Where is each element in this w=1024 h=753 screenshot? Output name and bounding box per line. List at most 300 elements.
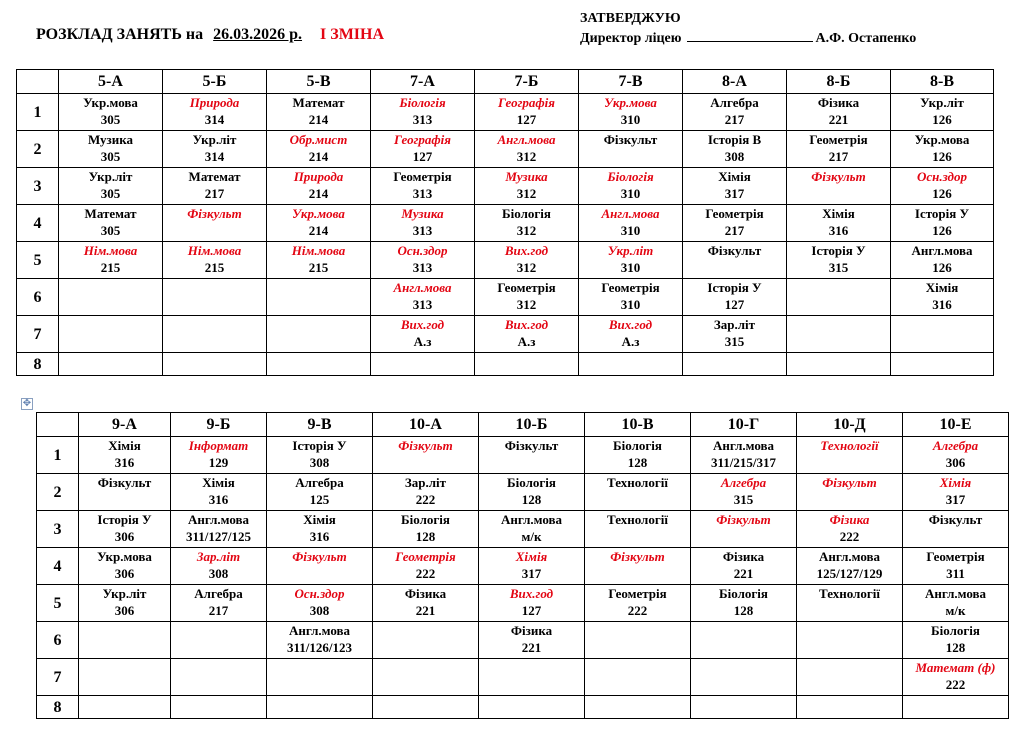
schedule-cell[interactable] bbox=[579, 94, 683, 131]
director-label: Директор ліцею bbox=[580, 31, 682, 46]
schedule-cell[interactable] bbox=[371, 242, 475, 279]
room-number: 126 bbox=[932, 260, 952, 275]
room-number: 312 bbox=[516, 149, 537, 164]
subject-name: Вих.год bbox=[504, 317, 549, 332]
room-number: 311/126/123 bbox=[286, 640, 352, 655]
schedule-cell[interactable] bbox=[475, 131, 579, 168]
schedule-cell[interactable] bbox=[891, 168, 994, 205]
room-number: 311/215/317 bbox=[710, 455, 776, 470]
schedule-cell[interactable] bbox=[479, 585, 585, 622]
schedule-cell[interactable] bbox=[59, 353, 163, 376]
lesson-row bbox=[17, 131, 994, 168]
room-number: м/к bbox=[521, 529, 542, 544]
subject-name: Математ bbox=[84, 206, 137, 221]
lesson-row bbox=[37, 659, 1009, 696]
schedule-cell[interactable] bbox=[475, 279, 579, 316]
subject-name: Біологія bbox=[502, 206, 551, 221]
room-number: 214 bbox=[308, 223, 329, 238]
schedule-cell[interactable] bbox=[79, 437, 171, 474]
schedule-cell[interactable] bbox=[59, 205, 163, 242]
subject-name: Англ.мова bbox=[818, 549, 881, 564]
schedule-cell[interactable] bbox=[171, 474, 267, 511]
subject-name: Укр.мова bbox=[97, 549, 152, 564]
schedule-cell[interactable] bbox=[479, 474, 585, 511]
room-number: 315 bbox=[733, 492, 754, 507]
schedule-table-1 bbox=[16, 69, 994, 376]
subject-name: Біологія bbox=[607, 169, 654, 184]
schedule-cell[interactable] bbox=[267, 316, 371, 353]
subject-name: Нім.мова bbox=[187, 243, 242, 258]
subject-name: Нім.мова bbox=[83, 243, 138, 258]
subject-name: Осн.здор bbox=[294, 586, 345, 601]
schedule-cell[interactable] bbox=[479, 548, 585, 585]
subject-name: Англ.мова bbox=[288, 623, 351, 638]
schedule-cell[interactable] bbox=[171, 585, 267, 622]
schedule-cell[interactable] bbox=[373, 585, 479, 622]
subject-name: Історія У bbox=[914, 206, 970, 221]
schedule-cell[interactable] bbox=[267, 94, 371, 131]
subject-name: Біологія bbox=[719, 586, 768, 601]
director-line bbox=[580, 29, 916, 49]
header-row bbox=[17, 70, 994, 94]
schedule-cell[interactable] bbox=[373, 659, 479, 696]
room-number: 217 bbox=[724, 112, 745, 127]
room-number: 127 bbox=[516, 112, 537, 127]
class-header: 10-Г bbox=[691, 413, 797, 437]
subject-name: Хімія bbox=[515, 549, 548, 564]
schedule-cell[interactable] bbox=[267, 474, 373, 511]
schedule-cell[interactable] bbox=[479, 659, 585, 696]
room-number: 313 bbox=[412, 186, 433, 201]
schedule-cell[interactable] bbox=[163, 205, 267, 242]
lesson-row bbox=[37, 511, 1009, 548]
schedule-cell[interactable] bbox=[59, 242, 163, 279]
room-number: А.з bbox=[621, 334, 640, 349]
lesson-number: 2 bbox=[17, 131, 59, 168]
schedule-cell[interactable] bbox=[787, 131, 891, 168]
schedule-cell[interactable] bbox=[585, 548, 691, 585]
class-header: 5-Б bbox=[163, 70, 267, 94]
schedule-cell[interactable] bbox=[267, 437, 373, 474]
lesson-row bbox=[17, 242, 994, 279]
lesson-number: 5 bbox=[37, 585, 79, 622]
schedule-cell[interactable] bbox=[373, 511, 479, 548]
schedule-cell[interactable] bbox=[479, 622, 585, 659]
room-number: 305 bbox=[100, 223, 121, 238]
schedule-cell[interactable] bbox=[797, 622, 903, 659]
schedule-cell[interactable] bbox=[691, 622, 797, 659]
lesson-number: 7 bbox=[17, 316, 59, 353]
subject-name: Фізкульт bbox=[610, 549, 665, 564]
schedule-cell[interactable] bbox=[691, 659, 797, 696]
room-number: 222 bbox=[415, 492, 436, 507]
schedule-cell[interactable] bbox=[79, 585, 171, 622]
lesson-row bbox=[37, 622, 1009, 659]
schedule-cell[interactable] bbox=[267, 353, 371, 376]
subject-name: Укр.літ bbox=[607, 243, 654, 258]
room-number: 306 bbox=[945, 455, 966, 470]
schedule-cell[interactable] bbox=[683, 131, 787, 168]
subject-name: Фізика bbox=[817, 95, 860, 110]
room-number: 306 bbox=[114, 603, 135, 618]
schedule-cell[interactable] bbox=[787, 168, 891, 205]
schedule-cell[interactable] bbox=[267, 622, 373, 659]
room-number: 128 bbox=[521, 492, 542, 507]
room-number: 215 bbox=[100, 260, 121, 275]
schedule-cell[interactable] bbox=[579, 316, 683, 353]
schedule-cell[interactable] bbox=[163, 242, 267, 279]
room-number: 128 bbox=[627, 455, 648, 470]
subject-name: Укр.літ bbox=[102, 586, 147, 601]
schedule-cell[interactable] bbox=[683, 242, 787, 279]
subject-name: Укр.літ bbox=[192, 132, 237, 147]
schedule-cell[interactable] bbox=[79, 548, 171, 585]
schedule-cell[interactable] bbox=[371, 279, 475, 316]
room-number: 221 bbox=[733, 566, 754, 581]
lesson-number: 4 bbox=[17, 205, 59, 242]
schedule-cell[interactable] bbox=[267, 131, 371, 168]
schedule-cell[interactable] bbox=[683, 353, 787, 376]
schedule-cell[interactable] bbox=[691, 437, 797, 474]
schedule-cell[interactable] bbox=[267, 242, 371, 279]
subject-name: Природа bbox=[293, 169, 344, 184]
room-number: 313 bbox=[412, 112, 433, 127]
schedule-cell[interactable] bbox=[903, 548, 1009, 585]
subject-name: Англ.мова bbox=[497, 132, 556, 147]
lesson-row bbox=[37, 474, 1009, 511]
subject-name: Англ.мова bbox=[393, 280, 452, 295]
schedule-cell[interactable] bbox=[59, 131, 163, 168]
subject-name: Музика bbox=[401, 206, 444, 221]
schedule-cell[interactable] bbox=[683, 279, 787, 316]
class-header: 10-А bbox=[373, 413, 479, 437]
lesson-number: 4 bbox=[37, 548, 79, 585]
schedule-cell[interactable] bbox=[79, 696, 171, 719]
room-number: 314 bbox=[204, 149, 225, 164]
subject-name: Вих.год bbox=[400, 317, 445, 332]
schedule-cell[interactable] bbox=[171, 437, 267, 474]
schedule-cell[interactable] bbox=[371, 205, 475, 242]
schedule-cell[interactable] bbox=[891, 353, 994, 376]
subject-name: Фізкульт bbox=[398, 438, 453, 453]
corner-cell bbox=[17, 70, 59, 94]
room-number: 305 bbox=[100, 149, 121, 164]
schedule-cell[interactable] bbox=[585, 659, 691, 696]
lesson-row bbox=[37, 548, 1009, 585]
schedule-cell[interactable] bbox=[267, 511, 373, 548]
schedule-cell[interactable] bbox=[891, 131, 994, 168]
room-number: 128 bbox=[733, 603, 754, 618]
corner-cell bbox=[37, 413, 79, 437]
schedule-cell[interactable] bbox=[371, 131, 475, 168]
room-number: 312 bbox=[516, 223, 537, 238]
schedule-cell[interactable] bbox=[903, 511, 1009, 548]
room-number: 126 bbox=[932, 186, 952, 201]
schedule-cell[interactable] bbox=[683, 168, 787, 205]
schedule-cell[interactable] bbox=[903, 437, 1009, 474]
schedule-cell[interactable] bbox=[579, 205, 683, 242]
subject-name: Фізкульт bbox=[292, 549, 347, 564]
subject-name: Зар.літ bbox=[196, 549, 241, 564]
schedule-cell[interactable] bbox=[371, 168, 475, 205]
schedule-cell[interactable] bbox=[787, 279, 891, 316]
subject-name: Фізика bbox=[829, 512, 870, 527]
schedule-cell[interactable] bbox=[691, 696, 797, 719]
schedule-cell[interactable] bbox=[373, 622, 479, 659]
room-number: 310 bbox=[620, 223, 641, 238]
schedule-cell[interactable] bbox=[479, 696, 585, 719]
schedule-cell[interactable] bbox=[479, 437, 585, 474]
room-number: 317 bbox=[724, 186, 745, 201]
schedule-cell[interactable] bbox=[267, 696, 373, 719]
subject-name: Фізика bbox=[510, 623, 553, 638]
signature-line bbox=[687, 29, 813, 42]
schedule-cell[interactable] bbox=[475, 353, 579, 376]
subject-name: Математ (ф) bbox=[915, 660, 996, 675]
schedule-cell[interactable] bbox=[903, 585, 1009, 622]
schedule-cell[interactable] bbox=[79, 622, 171, 659]
subject-name: Укр.мова bbox=[83, 95, 138, 110]
schedule-cell[interactable] bbox=[373, 437, 479, 474]
schedule-cell[interactable] bbox=[891, 316, 994, 353]
schedule-cell[interactable] bbox=[163, 94, 267, 131]
room-number: 217 bbox=[204, 186, 225, 201]
schedule-cell[interactable] bbox=[787, 242, 891, 279]
schedule-cell[interactable] bbox=[585, 696, 691, 719]
subject-name: Хімія bbox=[202, 475, 235, 490]
subject-name: Фізкульт bbox=[707, 243, 762, 258]
schedule-cell[interactable] bbox=[267, 205, 371, 242]
table-move-handle-icon[interactable]: ✥ bbox=[22, 398, 32, 409]
subject-name: Фізкульт bbox=[928, 512, 983, 527]
schedule-cell[interactable] bbox=[475, 94, 579, 131]
subject-name: Геометрія bbox=[497, 280, 556, 295]
schedule-cell[interactable] bbox=[787, 205, 891, 242]
subject-name: Осн.здор bbox=[917, 169, 967, 184]
schedule-cell[interactable] bbox=[579, 279, 683, 316]
schedule-cell[interactable] bbox=[479, 511, 585, 548]
subject-name: Фізкульт bbox=[187, 206, 242, 221]
subject-name: Вих.год bbox=[608, 317, 653, 332]
subject-name: Англ.мова bbox=[187, 512, 250, 527]
schedule-cell[interactable] bbox=[903, 474, 1009, 511]
lesson-number: 8 bbox=[17, 353, 59, 376]
subject-name: Укр.мова bbox=[604, 95, 657, 110]
schedule-cell[interactable] bbox=[475, 168, 579, 205]
subject-name: Алгебра bbox=[194, 586, 243, 601]
schedule-cell[interactable] bbox=[579, 131, 683, 168]
lesson-number: 7 bbox=[37, 659, 79, 696]
schedule-cell[interactable] bbox=[691, 585, 797, 622]
class-header: 10-Д bbox=[797, 413, 903, 437]
schedule-cell[interactable] bbox=[171, 511, 267, 548]
schedule-cell[interactable] bbox=[797, 548, 903, 585]
schedule-cell[interactable] bbox=[683, 316, 787, 353]
room-number: м/к bbox=[945, 603, 966, 618]
class-header: 7-Б bbox=[475, 70, 579, 94]
schedule-cell[interactable] bbox=[59, 279, 163, 316]
room-number: 306 bbox=[114, 566, 135, 581]
schedule-cell[interactable] bbox=[371, 94, 475, 131]
schedule-cell[interactable] bbox=[797, 511, 903, 548]
schedule-cell[interactable] bbox=[891, 205, 994, 242]
subject-name: Зар.літ bbox=[713, 317, 756, 332]
schedule-cell[interactable] bbox=[163, 131, 267, 168]
lesson-number: 8 bbox=[37, 696, 79, 719]
schedule-cell[interactable] bbox=[475, 242, 579, 279]
schedule-cell[interactable] bbox=[691, 474, 797, 511]
subject-name: Біологія bbox=[399, 95, 446, 110]
schedule-cell[interactable] bbox=[585, 585, 691, 622]
subject-name: Природа bbox=[189, 95, 240, 110]
room-number: А.з bbox=[413, 334, 432, 349]
schedule-cell[interactable] bbox=[797, 474, 903, 511]
shift-label: І ЗМІНА bbox=[320, 26, 385, 43]
subject-name: Укр.літ bbox=[920, 95, 964, 110]
room-number: 129 bbox=[208, 455, 229, 470]
schedule-cell[interactable] bbox=[787, 316, 891, 353]
schedule-cell[interactable] bbox=[797, 585, 903, 622]
schedule-cell[interactable] bbox=[579, 353, 683, 376]
schedule-cell[interactable] bbox=[171, 622, 267, 659]
schedule-cell[interactable] bbox=[59, 168, 163, 205]
schedule-cell[interactable] bbox=[903, 659, 1009, 696]
schedule-cell[interactable] bbox=[797, 696, 903, 719]
room-number: 316 bbox=[828, 223, 849, 238]
room-number: 308 bbox=[724, 149, 745, 164]
schedule-cell[interactable] bbox=[371, 353, 475, 376]
lesson-number: 6 bbox=[37, 622, 79, 659]
schedule-cell[interactable] bbox=[79, 511, 171, 548]
lesson-number: 3 bbox=[37, 511, 79, 548]
approve-title: ЗАТВЕРДЖУЮ bbox=[580, 11, 681, 26]
schedule-cell[interactable] bbox=[585, 511, 691, 548]
schedule-cell[interactable] bbox=[579, 242, 683, 279]
schedule-cell[interactable] bbox=[371, 316, 475, 353]
schedule-cell[interactable] bbox=[373, 696, 479, 719]
room-number: 316 bbox=[309, 529, 330, 544]
subject-name: Історія В bbox=[707, 132, 762, 147]
room-number: 128 bbox=[415, 529, 436, 544]
subject-name: Історія У bbox=[292, 438, 347, 453]
subject-name: Геометрія bbox=[601, 280, 660, 295]
lesson-number: 1 bbox=[37, 437, 79, 474]
schedule-cell[interactable] bbox=[171, 696, 267, 719]
schedule-cell[interactable] bbox=[267, 585, 373, 622]
schedule-cell[interactable] bbox=[903, 696, 1009, 719]
lesson-row bbox=[17, 168, 994, 205]
room-number: 217 bbox=[724, 223, 745, 238]
schedule-cell[interactable] bbox=[891, 94, 994, 131]
subject-name: Математ bbox=[188, 169, 241, 184]
schedule-cell[interactable] bbox=[579, 168, 683, 205]
schedule-cell[interactable] bbox=[787, 353, 891, 376]
subject-name: Геометрія bbox=[393, 169, 452, 184]
class-header: 9-В bbox=[267, 413, 373, 437]
schedule-cell[interactable] bbox=[79, 474, 171, 511]
room-number: 315 bbox=[724, 334, 745, 349]
schedule-cell[interactable] bbox=[585, 622, 691, 659]
schedule-cell[interactable] bbox=[683, 94, 787, 131]
schedule-cell[interactable] bbox=[683, 205, 787, 242]
schedule-cell[interactable] bbox=[585, 474, 691, 511]
subject-name: Хімія bbox=[718, 169, 751, 184]
room-number: 312 bbox=[516, 186, 537, 201]
class-header: 8-В bbox=[891, 70, 994, 94]
schedule-cell[interactable] bbox=[59, 316, 163, 353]
schedule-cell[interactable] bbox=[163, 279, 267, 316]
schedule-cell[interactable] bbox=[267, 168, 371, 205]
schedule-cell[interactable] bbox=[691, 511, 797, 548]
room-number: 316 bbox=[208, 492, 229, 507]
schedule-cell[interactable] bbox=[585, 437, 691, 474]
subject-name: Хімія bbox=[303, 512, 336, 527]
subject-name: Фізкульт bbox=[504, 438, 559, 453]
schedule-cell[interactable] bbox=[787, 94, 891, 131]
room-number: 312 bbox=[516, 260, 537, 275]
class-header: 9-А bbox=[79, 413, 171, 437]
schedule-cell[interactable] bbox=[79, 659, 171, 696]
schedule-cell[interactable] bbox=[171, 659, 267, 696]
schedule-cell[interactable] bbox=[163, 353, 267, 376]
lesson-number: 3 bbox=[17, 168, 59, 205]
subject-name: Біологія bbox=[401, 512, 450, 527]
room-number: 308 bbox=[309, 603, 330, 618]
subject-name: Технології bbox=[607, 512, 668, 527]
class-header: 5-А bbox=[59, 70, 163, 94]
class-header: 10-В bbox=[585, 413, 691, 437]
schedule-date: 26.03.2026 р. bbox=[213, 26, 303, 43]
lesson-row bbox=[17, 353, 994, 376]
subject-name: Англ.мова bbox=[601, 206, 660, 221]
schedule-cell[interactable] bbox=[267, 279, 371, 316]
schedule-cell[interactable] bbox=[59, 94, 163, 131]
room-number: 311/127/125 bbox=[185, 529, 251, 544]
schedule-cell[interactable] bbox=[373, 474, 479, 511]
subject-name: Алгебра bbox=[932, 438, 979, 453]
lesson-row bbox=[37, 585, 1009, 622]
schedule-cell[interactable] bbox=[891, 242, 994, 279]
schedule-cell[interactable] bbox=[171, 548, 267, 585]
class-header: 10-Б bbox=[479, 413, 585, 437]
subject-name: Геометрія bbox=[809, 132, 868, 147]
schedule-cell[interactable] bbox=[891, 279, 994, 316]
schedule-cell[interactable] bbox=[267, 659, 373, 696]
schedule-cell[interactable] bbox=[267, 548, 373, 585]
schedule-cell[interactable] bbox=[373, 548, 479, 585]
room-number: 126 bbox=[932, 112, 952, 127]
schedule-cell[interactable] bbox=[903, 622, 1009, 659]
room-number: 214 bbox=[308, 112, 329, 127]
room-number: 314 bbox=[204, 112, 225, 127]
schedule-cell[interactable] bbox=[163, 168, 267, 205]
subject-name: Хімія bbox=[939, 475, 972, 490]
schedule-cell[interactable] bbox=[797, 659, 903, 696]
schedule-cell[interactable] bbox=[797, 437, 903, 474]
schedule-cell[interactable] bbox=[475, 316, 579, 353]
subject-name: Географія bbox=[394, 132, 451, 147]
schedule-cell[interactable] bbox=[691, 548, 797, 585]
room-number: 305 bbox=[100, 186, 121, 201]
schedule-cell[interactable] bbox=[163, 316, 267, 353]
lesson-row bbox=[37, 437, 1009, 474]
subject-name: Біологія bbox=[931, 623, 980, 638]
schedule-cell[interactable] bbox=[475, 205, 579, 242]
room-number: 125 bbox=[309, 492, 330, 507]
subject-name: Технології bbox=[607, 475, 668, 490]
header-row bbox=[37, 413, 1009, 437]
class-header: 8-Б bbox=[787, 70, 891, 94]
